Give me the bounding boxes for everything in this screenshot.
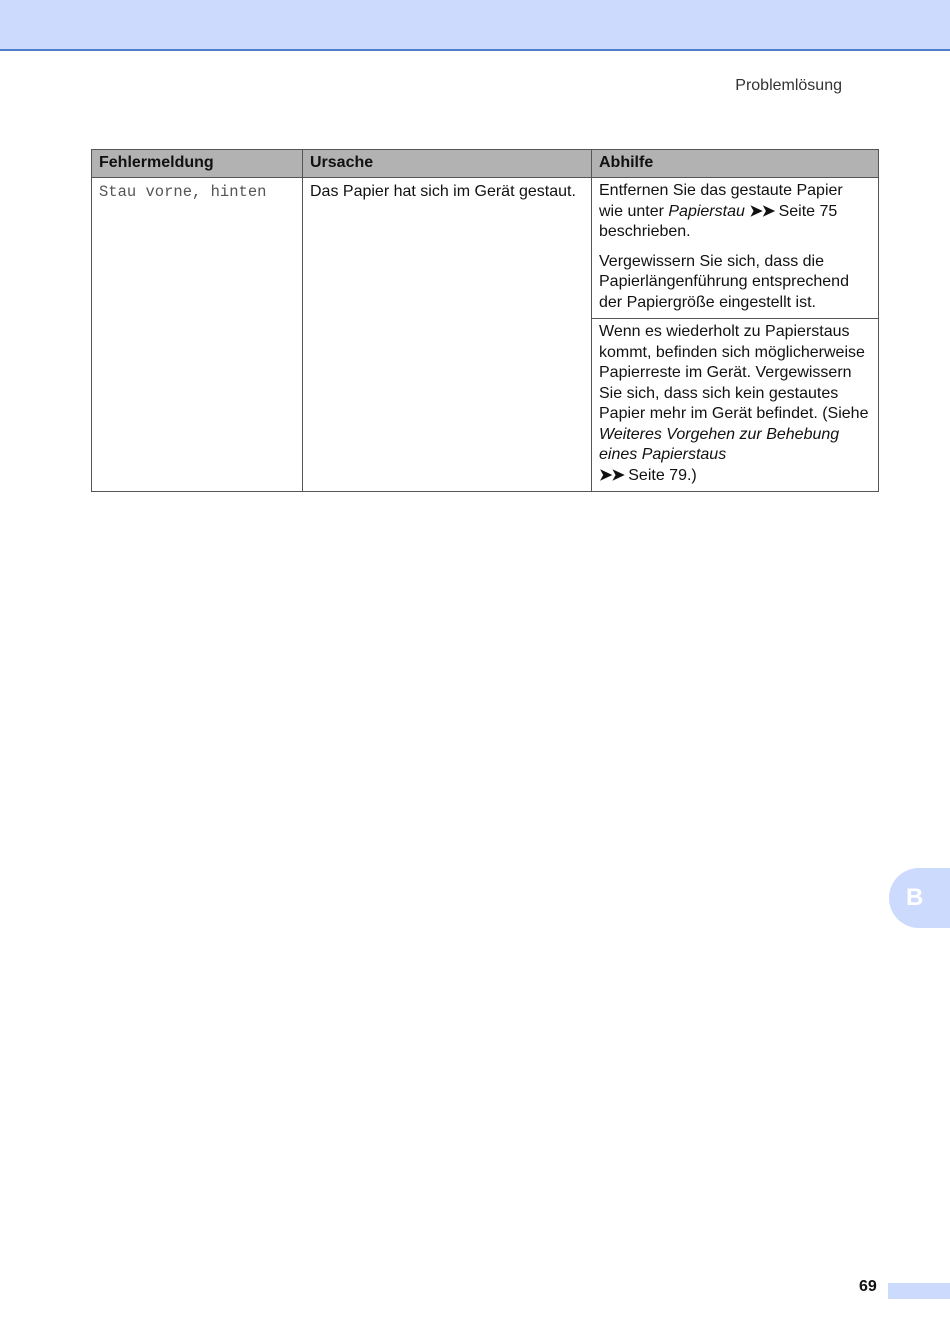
solution-cell	[592, 319, 879, 492]
solution-paragraph: Wenn es wiederholt zu Papierstaus kommt, befinden sich möglicherweise Papierreste im Gerät. Vergewissern Sie sich, dass sich kein gestautes Papier mehr im Gerät befindet. (Siehe Weiteres Vorgehen zur Behebung eines Papierstaus ➤➤ Seite 79.)	[599, 323, 869, 484]
column-header-ursache: Ursache	[303, 150, 592, 178]
double-arrow-icon: ➤➤	[599, 466, 624, 484]
chapter-tab	[889, 868, 950, 928]
footer-bar	[888, 1283, 950, 1299]
solution-cell	[592, 178, 879, 319]
column-header-abhilfe: Abhilfe	[592, 150, 879, 178]
double-arrow-icon: ➤➤	[749, 202, 775, 220]
papierstau-reference-link[interactable]: Papierstau	[668, 202, 745, 220]
cause-cell: Das Papier hat sich im Gerät gestaut.	[303, 178, 592, 492]
table-row	[92, 178, 879, 319]
solution-paragraph: Vergewissern Sie sich, dass die Papierlängenführung entsprechend der Papiergröße eingestellt ist.	[599, 252, 849, 311]
chapter-tab-label: B	[906, 884, 924, 911]
table-header-row	[92, 150, 879, 178]
header-band	[0, 0, 950, 51]
column-header-fehlermeldung: Fehlermeldung	[92, 150, 303, 178]
section-title: Problemlösung	[735, 77, 842, 94]
solution-paragraph: Entfernen Sie das gestaute Papier wie unter Papierstau ➤➤ Seite 75 beschrieben.	[599, 182, 843, 240]
troubleshooting-table	[91, 149, 879, 492]
weiteres-vorgehen-reference-link[interactable]: Weiteres Vorgehen zur Behebung eines Papierstaus	[599, 425, 840, 463]
error-message-cell: Stau vorne, hinten	[92, 178, 303, 492]
page-number: 69	[859, 1278, 877, 1295]
